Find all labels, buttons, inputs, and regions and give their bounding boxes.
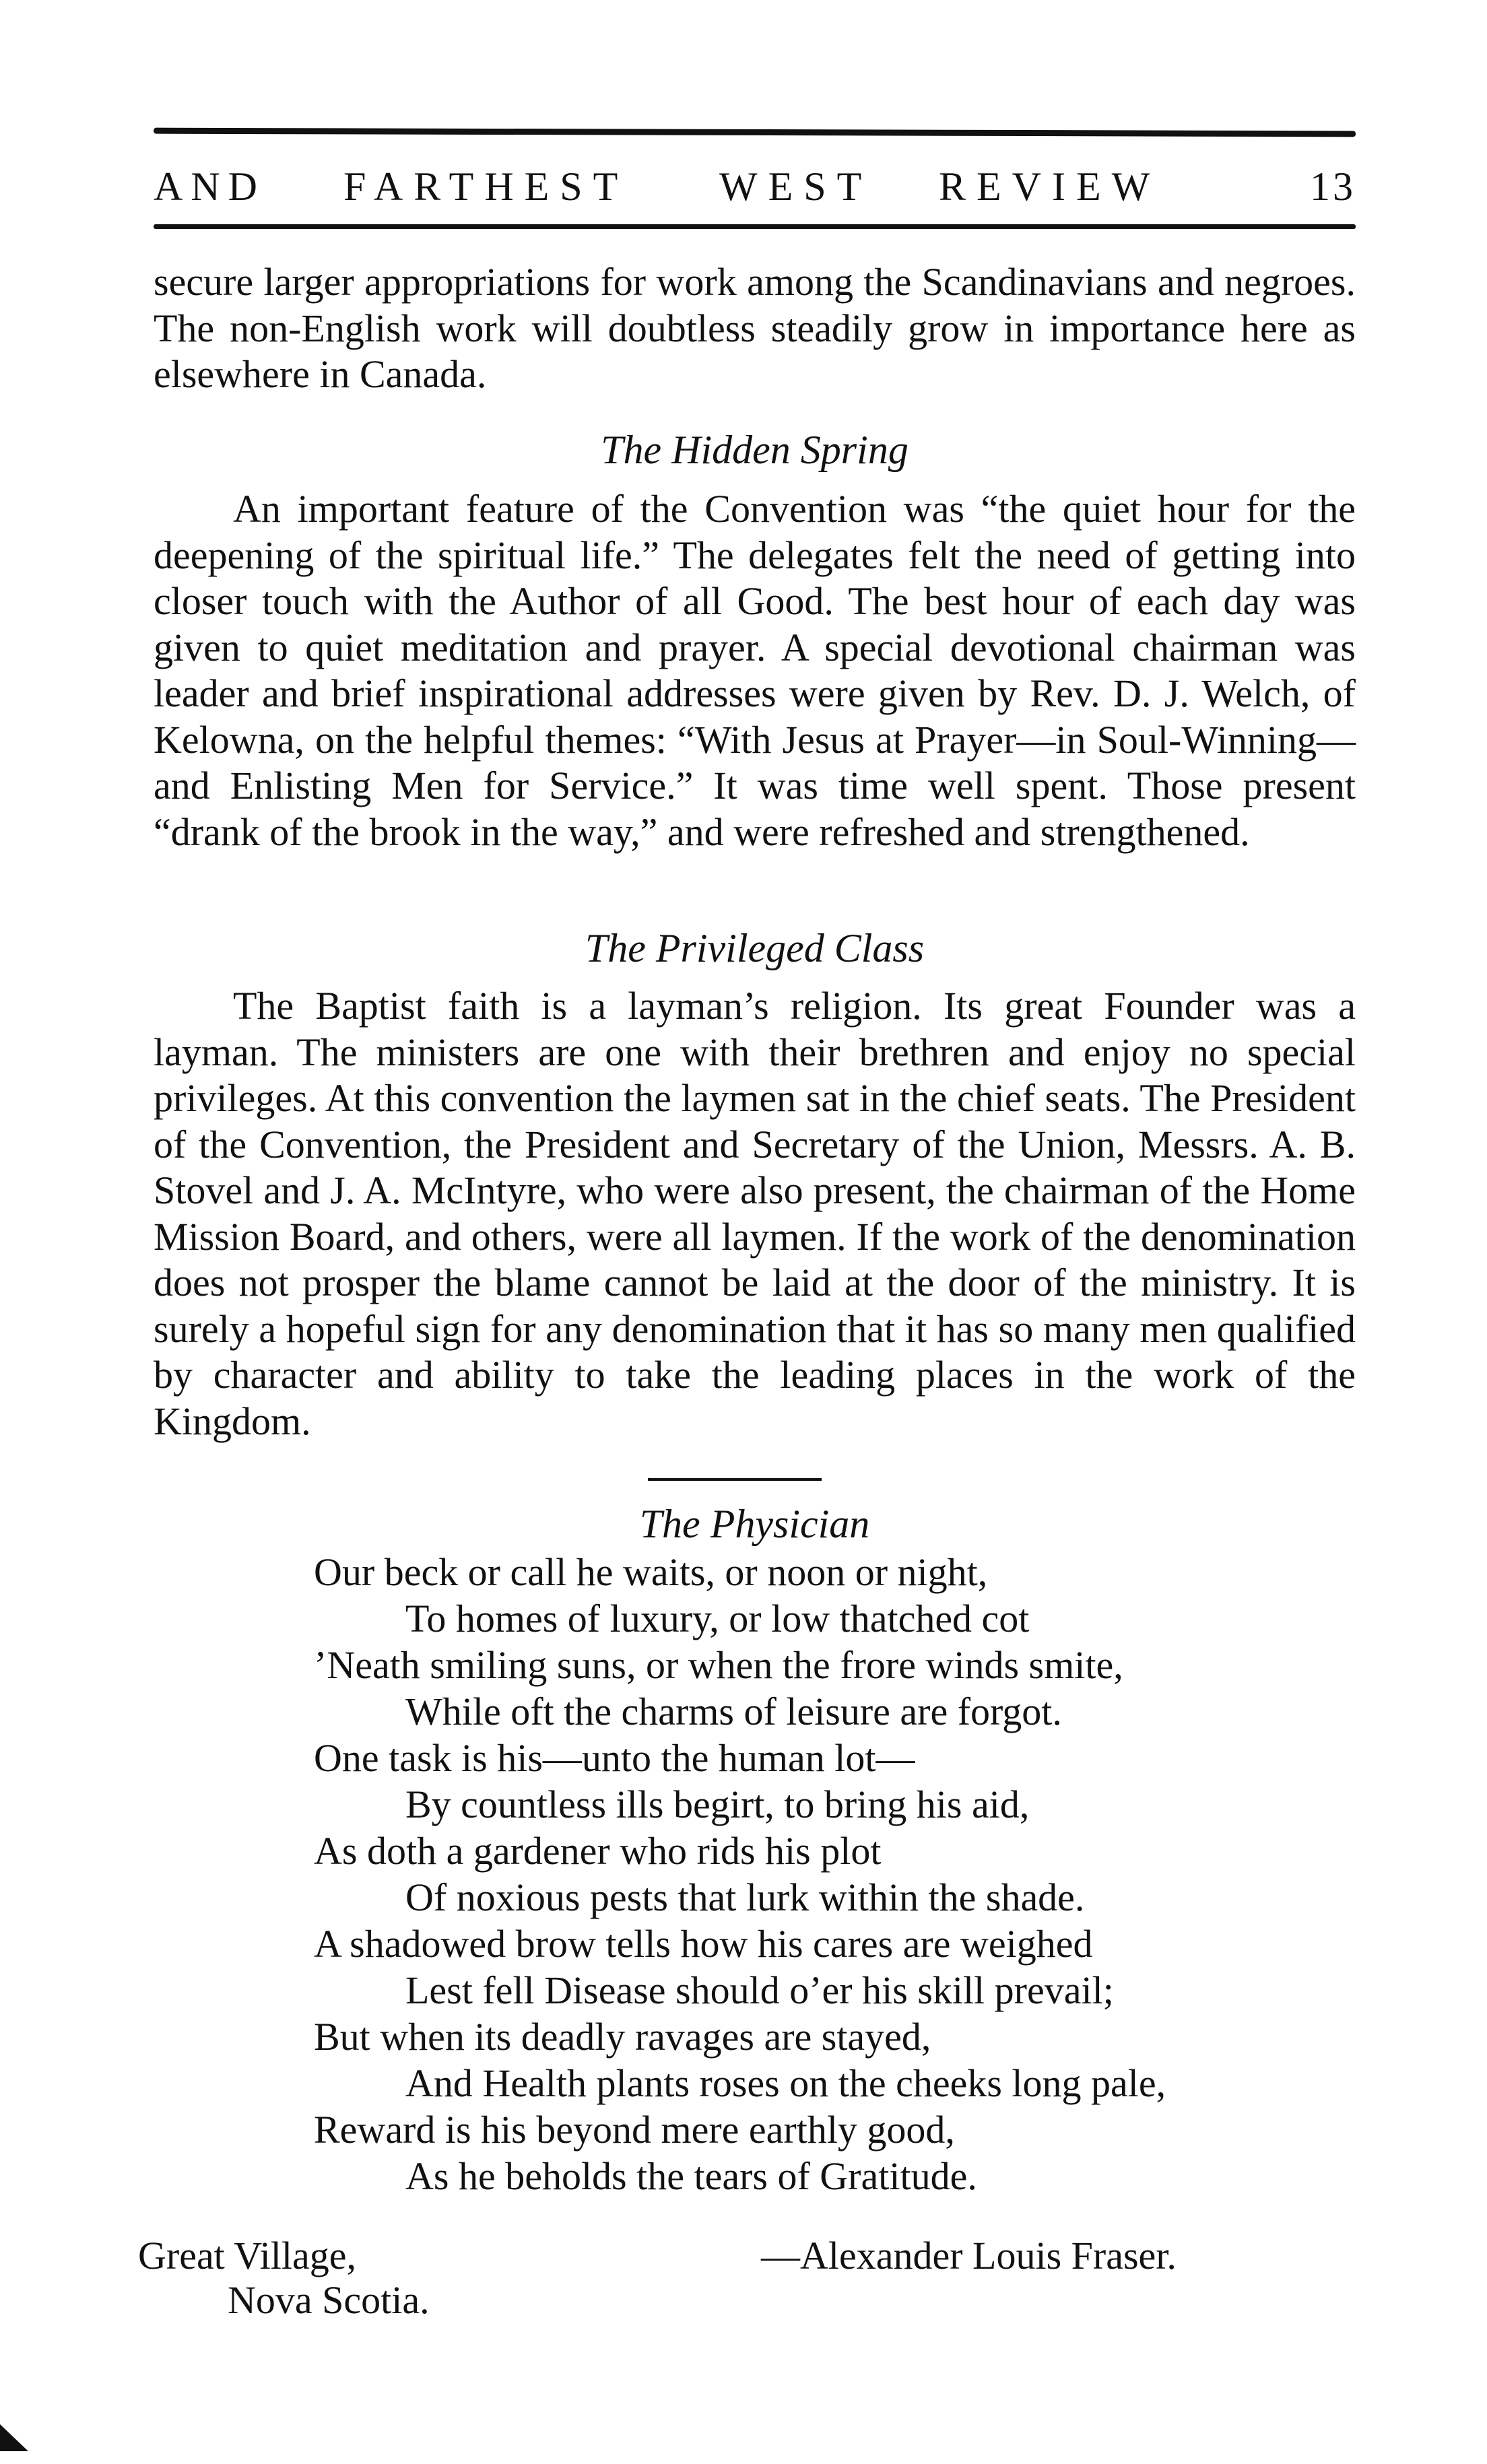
section-heading-hidden-spring: The Hidden Spring	[601, 428, 908, 472]
place-line-2: Nova Scotia.	[228, 2278, 430, 2322]
header-farthest: FARTHEST	[343, 164, 629, 209]
poem-line: As doth a gardener who rids his plot	[314, 1829, 882, 1873]
place-line-1: Great Village,	[138, 2234, 356, 2277]
poem-line: Reward is his beyond mere earthly good,	[314, 2108, 955, 2152]
header-west: WEST	[719, 164, 873, 209]
poem-line: And Health plants roses on the cheeks long pale,	[405, 2061, 1166, 2105]
poem-line: As he beholds the tears of Gratitude.	[405, 2154, 977, 2198]
poem-title: The Physician	[639, 1502, 870, 1546]
header-and: AND	[154, 164, 265, 209]
poem-line: Of noxious pests that lurk within the shade.	[405, 1875, 1085, 1919]
intro-paragraph: secure larger appropriations for work among the Scandinavians and negroes. The non-English work will doubtless steadily grow in importance here as elsewhere in Canada.	[154, 260, 1356, 396]
running-header	[154, 156, 1356, 217]
poem-line: By countless ills begirt, to bring his aid,	[405, 1783, 1030, 1826]
page-number: 13	[1310, 164, 1356, 209]
header-rule-top	[154, 128, 1356, 137]
poem-line: But when its deadly ravages are stayed,	[314, 2015, 931, 2059]
poem-line: A shadowed brow tells how his cares are weighed	[314, 1922, 1093, 1966]
header-review: REVIEW	[939, 164, 1161, 209]
poem-line: To homes of luxury, or low thatched cot	[405, 1597, 1030, 1640]
page-corner-mark	[0, 2424, 28, 2451]
poem-line: One task is his—unto the human lot—	[314, 1736, 915, 1780]
intro-paragraph-block	[154, 259, 1356, 398]
poem-line: ’Neath smiling suns, or when the frore winds smite,	[314, 1643, 1123, 1687]
paragraph-hidden-spring: An important feature of the Convention was “the quiet hour for the deepening of the spiritual life.” The delegates felt the need of getting into closer touch with the Author of all Good. The best hour of each day was given to quiet meditation and prayer. A special devotional chairman was leader and brief inspirational addresses were given by Rev. D. J. Welch, of Kelowna, on the helpful themes: “With Jesus at Prayer—in Soul-Winning—and Enlisting Men for Service.” It was time well spent. Those present “drank of the brook in the way,” and were refreshed and strengthened.	[154, 487, 1356, 854]
section-divider	[648, 1478, 822, 1481]
paragraph-privileged-class: The Baptist faith is a layman’s religion. Its great Founder was a layman. The ministers are one with their brethren and enjoy no special privileges. At this convention the laymen sat in the chief seats. The President of the Convention, the President and Secretary of the Union, Messrs. A. B. Stovel and J. A. McIntyre, who were also present, the chairman of the Home Mission Board, and others, were all laymen. If the work of the denomination does not prosper the blame cannot be laid at the door of the ministry. It is surely a hopeful sign for any denomination that it has so many men qualified by character and ability to take the leading places in the work of the Kingdom.	[154, 984, 1356, 1443]
poem	[314, 1549, 1364, 2199]
header-rule-bottom	[154, 224, 1356, 229]
poem-line: Our beck or call he waits, or noon or night,	[314, 1550, 988, 1594]
poem-author: —Alexander Louis Fraser.	[761, 2234, 1177, 2277]
section-body-privileged-class	[154, 983, 1356, 1444]
section-body-hidden-spring	[154, 486, 1356, 855]
section-heading-privileged-class: The Privileged Class	[585, 926, 925, 970]
poem-line: While oft the charms of leisure are forgot.	[405, 1690, 1062, 1733]
poem-line: Lest fell Disease should o’er his skill prevail;	[405, 1968, 1114, 2012]
